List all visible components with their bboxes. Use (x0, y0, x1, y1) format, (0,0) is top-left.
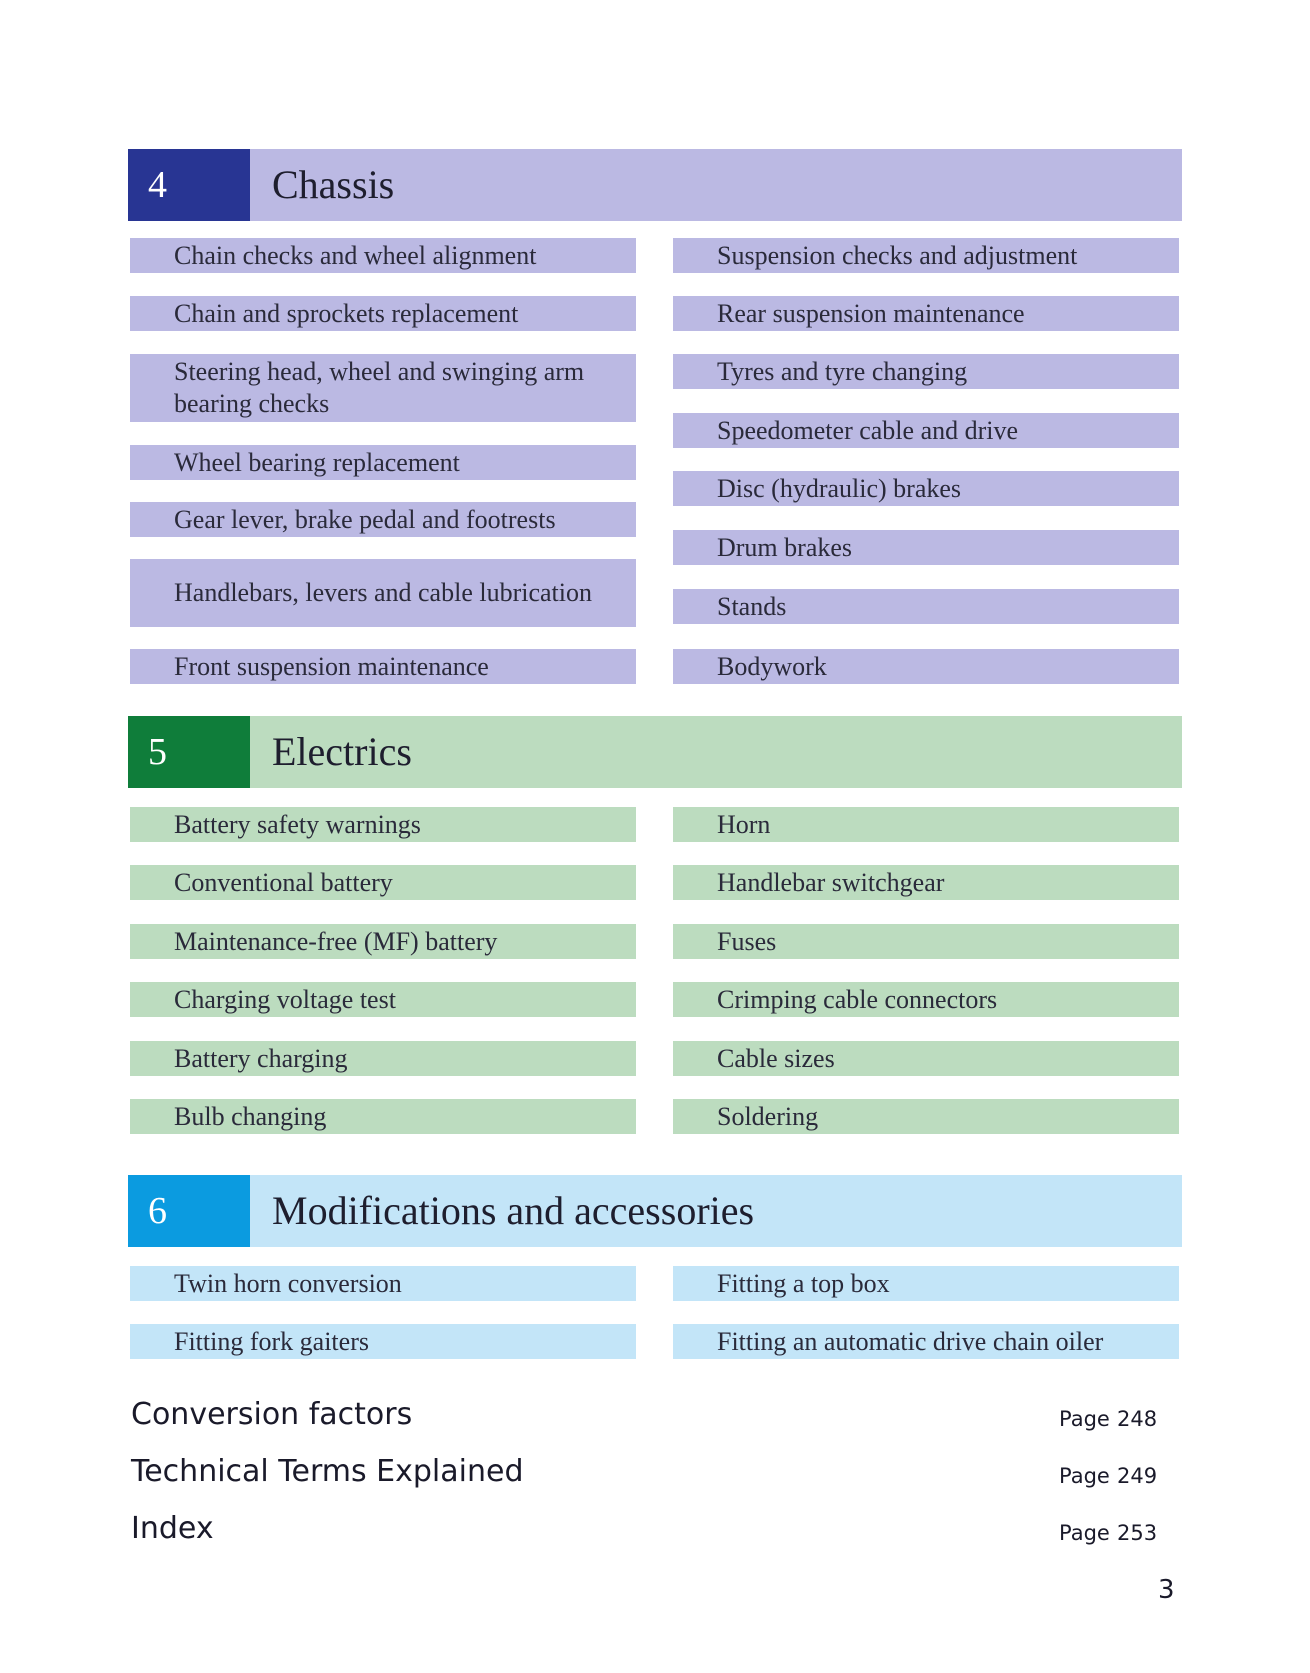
section-header (128, 1175, 1182, 1247)
toc-item[interactable]: Soldering (673, 1099, 1179, 1134)
toc-item[interactable]: Rear suspension maintenance (673, 296, 1179, 331)
toc-item[interactable]: Maintenance-free (MF) battery (130, 924, 636, 959)
entry-title: Index (131, 1511, 214, 1546)
back-matter-entry[interactable] (131, 1507, 1176, 1551)
toc-item[interactable]: Bodywork (673, 649, 1179, 684)
page-label: Page (1059, 1521, 1110, 1545)
toc-item[interactable]: Handlebar switchgear (673, 865, 1179, 900)
section-chassis (128, 149, 1182, 685)
toc-item[interactable]: Fuses (673, 924, 1179, 959)
toc-item[interactable]: Crimping cable connectors (673, 982, 1179, 1017)
section-electrics (128, 716, 1182, 1136)
toc-item[interactable]: Horn (673, 807, 1179, 842)
page-label: Page (1059, 1464, 1110, 1488)
toc-item[interactable]: Chain checks and wheel alignment (130, 238, 636, 273)
toc-item[interactable]: Fitting a top box (673, 1266, 1179, 1301)
page-number: 3 (1158, 1575, 1175, 1605)
back-matter-entry[interactable] (131, 1393, 1176, 1437)
back-matter-list (131, 1393, 1176, 1553)
toc-item[interactable]: Twin horn conversion (130, 1266, 636, 1301)
toc-item[interactable]: Gear lever, brake pedal and footrests (130, 502, 636, 537)
toc-item[interactable]: Charging voltage test (130, 982, 636, 1017)
toc-item[interactable]: Stands (673, 589, 1179, 624)
toc-item[interactable]: Speedometer cable and drive (673, 413, 1179, 448)
toc-item[interactable]: Battery safety warnings (130, 807, 636, 842)
page-label: Page (1059, 1407, 1110, 1431)
toc-item[interactable]: Fitting fork gaiters (130, 1324, 636, 1359)
toc-item[interactable]: Tyres and tyre changing (673, 354, 1179, 389)
section-title: Chassis (250, 149, 1182, 221)
toc-item[interactable]: Handlebars, levers and cable lubrication (130, 559, 636, 627)
toc-item[interactable]: Disc (hydraulic) brakes (673, 471, 1179, 506)
section-modifications (128, 1175, 1182, 1361)
section-number: 6 (128, 1175, 250, 1247)
toc-item[interactable]: Fitting an automatic drive chain oiler (673, 1324, 1179, 1359)
toc-item[interactable]: Wheel bearing replacement (130, 445, 636, 480)
toc-item[interactable]: Drum brakes (673, 530, 1179, 565)
toc-item[interactable]: Cable sizes (673, 1041, 1179, 1076)
toc-item[interactable]: Battery charging (130, 1041, 636, 1076)
entry-title: Technical Terms Explained (131, 1454, 524, 1489)
toc-item[interactable]: Steering head, wheel and swinging arm bearing checks (130, 354, 636, 422)
page-reference: 253 (1117, 1521, 1158, 1545)
section-header (128, 149, 1182, 221)
section-number: 5 (128, 716, 250, 788)
section-number: 4 (128, 149, 250, 221)
page-reference: 249 (1117, 1464, 1158, 1488)
section-header (128, 716, 1182, 788)
toc-item[interactable]: Front suspension maintenance (130, 649, 636, 684)
toc-item[interactable]: Bulb changing (130, 1099, 636, 1134)
section-title: Modifications and accessories (250, 1175, 1182, 1247)
entry-title: Conversion factors (131, 1397, 413, 1432)
section-title: Electrics (250, 716, 1182, 788)
back-matter-entry[interactable] (131, 1450, 1176, 1494)
toc-item[interactable]: Conventional battery (130, 865, 636, 900)
toc-item[interactable]: Chain and sprockets replacement (130, 296, 636, 331)
toc-item[interactable]: Suspension checks and adjustment (673, 238, 1179, 273)
page-reference: 248 (1117, 1407, 1158, 1431)
